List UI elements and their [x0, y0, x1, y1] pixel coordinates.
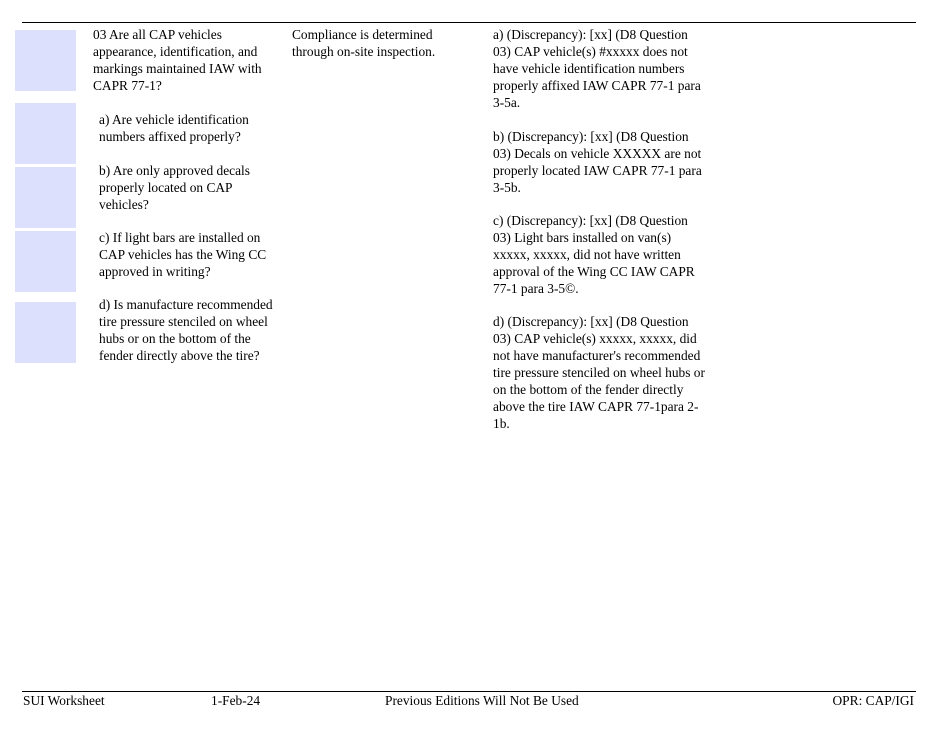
answer-box-b[interactable]	[15, 167, 76, 228]
sub-question-c: c) If light bars are installed on CAP vehicles has the Wing CC approved in writing?	[99, 230, 267, 279]
sub-question-a: a) Are vehicle identification numbers affixed properly?	[99, 112, 249, 144]
answer-box-d[interactable]	[15, 302, 76, 363]
sub-question-d: d) Is manufacture recommended tire pressure stenciled on wheel hubs or on the bottom of the fender directly above the tire?	[99, 297, 273, 363]
discrepancy-b: b) (Discrepancy): [xx] (D8 Question 03) Decals on vehicle XXXXX are not properly located IAW CAPR 77-1 para 3-5b.	[493, 129, 702, 195]
footer-form-name: SUI Worksheet	[23, 693, 105, 708]
footer-date: 1-Feb-24	[211, 693, 261, 708]
question-header: 03 Are all CAP vehicles appearance, identification, and markings maintained IAW with CAPR 77-1?	[93, 27, 262, 93]
compliance-note: Compliance is determined through on-site inspection.	[292, 27, 436, 59]
discrepancy-a: a) (Discrepancy): [xx] (D8 Question 03) CAP vehicle(s) #xxxxx does not have vehicle identification numbers properly affixed IAW CAPR 77-1 para 3-5a.	[493, 27, 701, 110]
discrepancy-d: d) (Discrepancy): [xx] (D8 Question 03) CAP vehicle(s) xxxxx, xxxxx, did not have manufacturer's recommended tire pressure stenciled on wheel hubs or on the bottom of the fender directly above the tire IAW CAPR 77-1para 2-1b.	[493, 314, 705, 431]
discrepancy-c: c) (Discrepancy): [xx] (D8 Question 03) Light bars installed on van(s) xxxxx, xxxxx, did not have written approval of the Wing CC IAW CAPR 77-1 para 3-5©.	[493, 213, 695, 296]
answer-box-a[interactable]	[15, 103, 76, 164]
top-rule	[22, 22, 916, 23]
answer-box-c[interactable]	[15, 231, 76, 292]
footer-notice: Previous Editions Will Not Be Used	[385, 693, 579, 708]
sub-question-b: b) Are only approved decals properly located on CAP vehicles?	[99, 163, 250, 212]
footer-opr: OPR: CAP/IGI	[832, 693, 914, 708]
answer-box-main[interactable]	[15, 30, 76, 91]
